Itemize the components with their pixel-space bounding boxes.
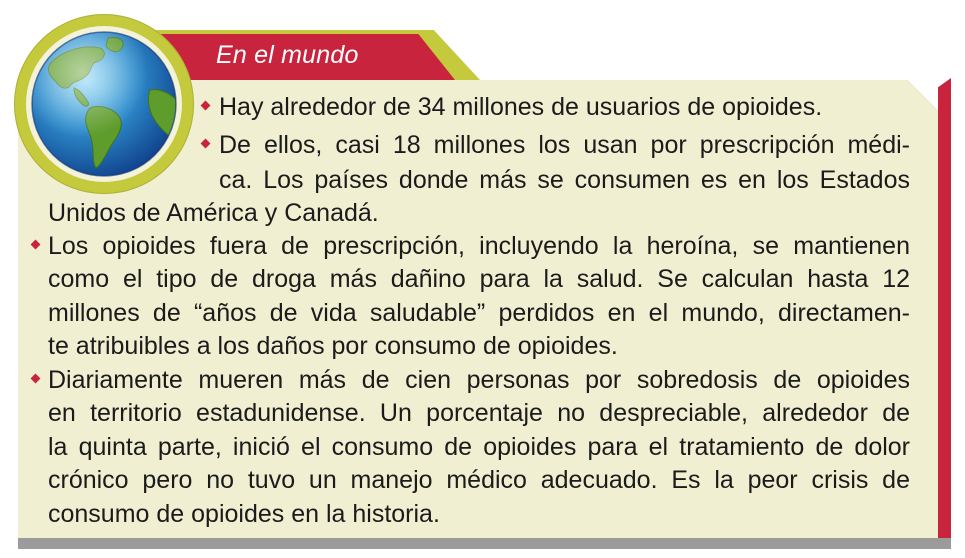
bullet-2-line-1: De ellos, casi 18 millones los usan por prescripción médi- <box>219 131 910 159</box>
bullet-4-line-4: crónico pero no tuvo un manejo médico adecuado. Es la peor crisis de <box>48 466 910 494</box>
bullet-4-line-5: consumo de opioides en la historia. <box>48 500 440 528</box>
globe-icon <box>30 30 178 178</box>
panel-corner-cut <box>908 80 938 110</box>
bullet-3-line-2: como el tipo de droga más dañino para la salud. Se calculan hasta 12 <box>48 265 910 293</box>
bullet-3-line-4: te atribuibles a los daños por consumo de opioides. <box>48 332 618 360</box>
bullet-4-line-2: en territorio estadunidense. Un porcentaje no despreciable, alrededor de <box>48 399 910 427</box>
bullet-3-line-1: Los opioides fuera de prescripción, incluyendo la heroína, se mantienen <box>48 232 910 260</box>
bullet-2-line-2: ca. Los países donde más se consumen es en los Estados <box>219 166 910 194</box>
bullet-4-line-3: la quinta parte, inició el consumo de opioides para el tratamiento de dolor <box>48 433 910 461</box>
bullet-3-line-3: millones de “años de vida saludable” perdidos en el mundo, directamen- <box>48 299 910 327</box>
bullet-1-line-1: Hay alrededor de 34 millones de usuarios de opioides. <box>219 93 823 121</box>
bottom-bar <box>18 538 951 549</box>
bullet-4-line-1: Diariamente mueren más de cien personas por sobredosis de opioides <box>48 366 910 394</box>
header-title: En el mundo <box>216 41 359 69</box>
right-accent-band <box>938 90 951 548</box>
bullet-2-line-3: Unidos de América y Canadá. <box>48 199 379 227</box>
